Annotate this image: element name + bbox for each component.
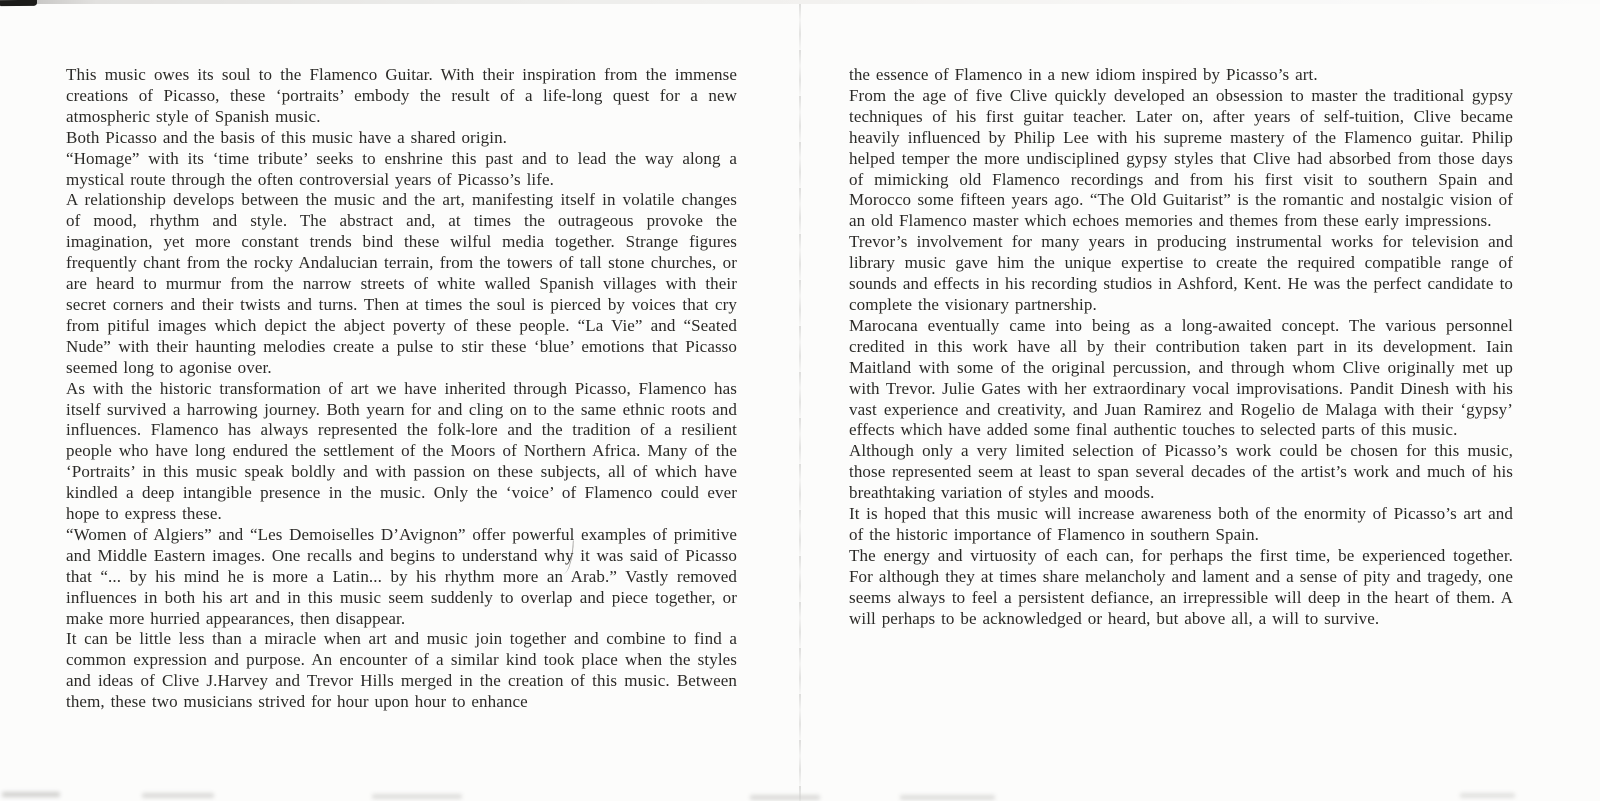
paragraph: A relationship develops between the music and the art, manifesting itself in volatile changes of mood, rhythm and style. The abstract and, at times the outrageous provoke the imagination, yet more constant trends bind these wilful media together. Strange figures frequently chant from the rocky Andalucian terrain, from the towers of tall stone churches, or are heard to murmur from the narrow streets of white walled Spanish villages with their secret corners and their twists and turns. Then at times the soul is pierced by voices that cry from pitiful images which depict the abject poverty of these people. “La Vie” and “Seated Nude” with their haunting melodies create a pulse to stir these ‘blue’ emotions that Picasso seemed long to agonise over.	[66, 190, 737, 377]
paragraph: It can be little less than a miracle when art and music join together and combine to find a common expression and purpose. An encounter of a similar kind took place when the styles and ideas of Clive J.Harvey and Trevor Hills merged in the creation of this music. Between them, these two musicians strived for hour upon hour to enhance	[66, 629, 737, 712]
paragraph: It is hoped that this music will increase awareness both of the enormity of Picasso’s art and of the historic importance of Flamenco in southern Spain.	[849, 504, 1513, 544]
booklet-page-left	[66, 65, 737, 713]
scan-bottom-smudge	[2, 792, 60, 797]
booklet-page-right	[849, 65, 1513, 629]
paragraph: Although only a very limited selection of Picasso’s work could be chosen for this music, those represented seem at least to span several decades of the artist’s work and much of his breathtaking variation of styles and moods.	[849, 441, 1513, 503]
paragraph: As with the historic transformation of art we have inherited through Picasso, Flamenco has itself survived a harrowing journey. Both yearn for and cling on to the same ethnic roots and influences. Flamenco has always represented the folk-lore and the tradition of a resilient people who have long endured the settlement of the Moors of Northern Africa. Many of the ‘Portraits’ in this music speak boldly and with passion on these subjects, all of which have kindled a deep intangible presence in the music. Only the ‘voice’ of Flamenco could ever hope to express these.	[66, 378, 737, 524]
scan-corner-mark	[0, 0, 37, 6]
paragraph: From the age of five Clive quickly developed an obsession to master the traditional gypsy techniques of his first guitar teacher. Later on, after years of self-tuition, Clive became heavily influenced by Philip Lee with his supreme mastery of the Flamenco guitar. Philip helped temper the more undisciplined gypsy styles that Clive had absorbed from those days of mimicking old Flamenco recordings and from his first visit to southern Spain and Morocco some fifteen years ago. “The Old Guitarist” is the romantic and nostalgic vision of an old Flamenco master which echoes memories and themes from these early impressions.	[849, 85, 1513, 231]
paragraph: Trevor’s involvement for many years in producing instrumental works for television and library music gave him the unique expertise to create the required compatible range of sounds and effects in his recording studios in Ashford, Kent. He was the perfect candidate to complete the visionary partnership.	[849, 232, 1513, 314]
scan-bottom-smudge	[1460, 793, 1515, 798]
paragraph: “Women of Algiers” and “Les Demoiselles D’Avignon” offer powerful examples of primitive and Middle Eastern images. One recalls and begins to understand why it was said of Picasso that “... by his mind he is more a Latin... by his rhythm more an Arab.” Vastly removed influences in both his art and in this music seem suddenly to overlap and piece together, or make more hurried appearances, then disappear.	[66, 524, 737, 628]
paragraph: Both Picasso and the basis of this music have a shared origin.	[66, 127, 508, 147]
scan-bottom-smudge	[900, 795, 995, 800]
paragraph: This music owes its soul to the Flamenco Guitar. With their inspiration from the immense creations of Picasso, these ‘portraits’ embody the result of a life-long quest for a new atmospheric style of Spanish music.	[66, 65, 737, 126]
scan-bottom-smudge	[372, 794, 462, 799]
scan-bottom-smudge	[142, 793, 214, 798]
paragraph: the essence of Flamenco in a new idiom inspired by Picasso’s art.	[849, 65, 1318, 84]
scan-bottom-smudge	[750, 795, 820, 800]
center-fold-line	[799, 4, 801, 801]
paragraph: The energy and virtuosity of each can, for perhaps the first time, be experienced together. For although they at times share melancholy and lament and a sense of pity and tragedy, one seems always to feel a persistent defiance, an irrepressible will deep in the heart of them. A will perhaps to be acknowledged or heard, but above all, a will to survive.	[849, 545, 1513, 628]
paragraph: Marocana eventually came into being as a long-awaited concept. The various personnel credited in this work have all by their contribution taken part in its development. Iain Maitland with some of the original percussion, and through whom Clive originally met up with Trevor. Julie Gates with her extraordinary vocal improvisations. Pandit Dinesh with his vast experience and creativity, and Juan Ramirez and Rogelio de Malaga with their ‘gypsy’ effects which have added some final authentic touches to selected parts of this music.	[849, 315, 1513, 440]
paragraph: “Homage” with its ‘time tribute’ seeks to enshrine this past and to lead the way along a mystical route through the often controversial years of Picasso’s life.	[66, 148, 737, 189]
